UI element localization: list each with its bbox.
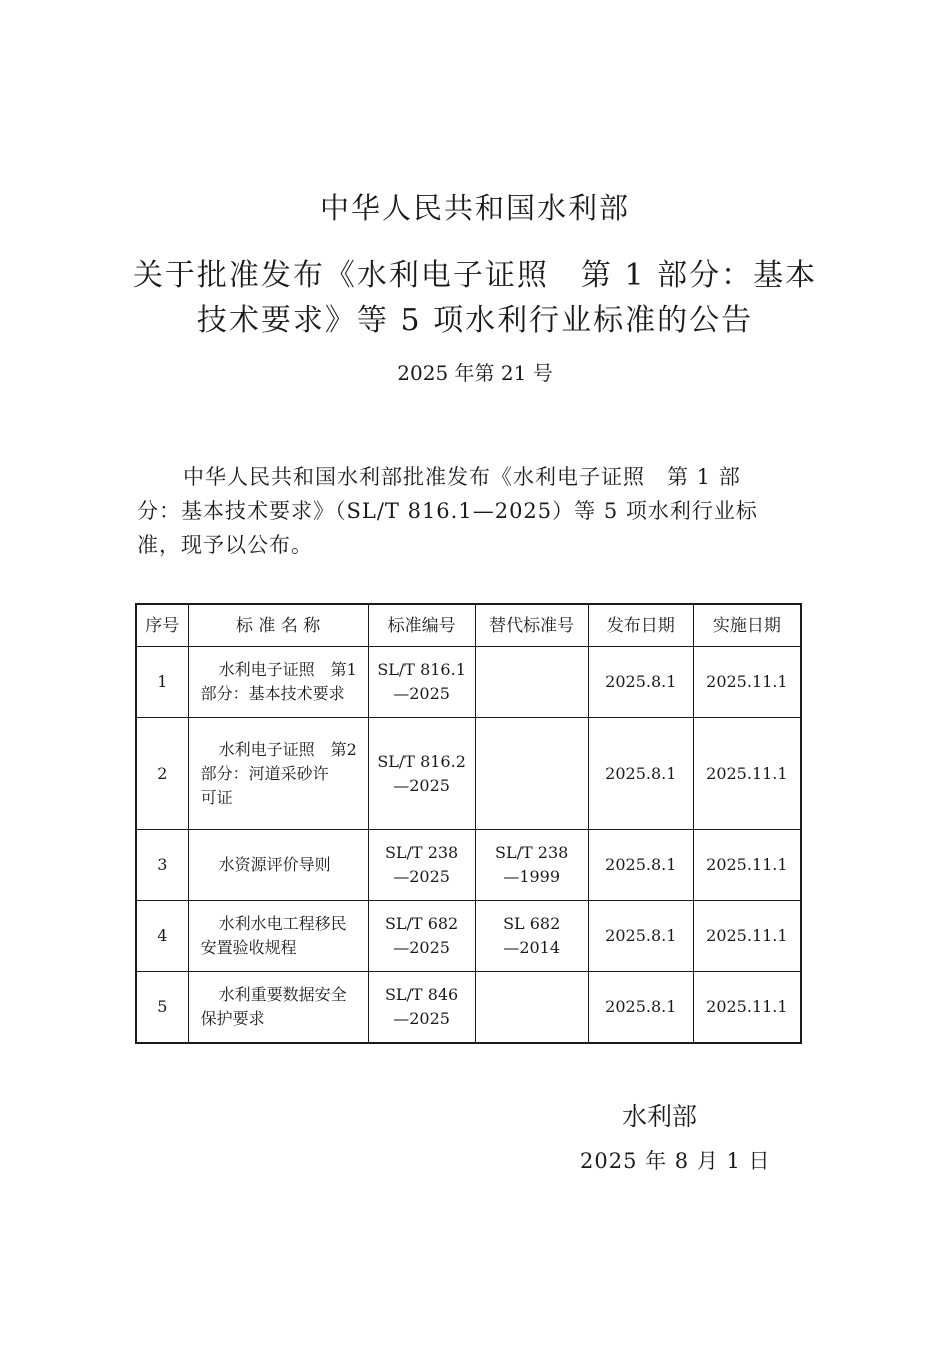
code-line: SL/T 816.2 — [377, 751, 466, 771]
row-seq: 2 — [136, 718, 188, 830]
name-line: 保护要求 — [200, 1008, 265, 1028]
replaced-line: —1999 — [503, 867, 561, 886]
name-line: 水利电子证照 第2 — [218, 739, 357, 759]
signatory: 水利部 — [622, 1102, 698, 1131]
row-replaced-code — [475, 647, 588, 718]
body-line-3: 准，现予以公布。 — [137, 533, 313, 557]
code-line: SL/T 682 — [384, 914, 459, 933]
table-row — [136, 901, 801, 972]
row-seq: 3 — [136, 830, 188, 901]
announcement-body — [137, 460, 807, 562]
standards-table — [135, 603, 802, 1044]
row-replaced-code — [475, 718, 588, 830]
table-row — [136, 718, 801, 830]
code-line: —2025 — [393, 684, 450, 703]
code-line: —2025 — [393, 775, 450, 795]
row-effective-date: 2025.11.1 — [693, 901, 801, 972]
row-replaced-code — [475, 972, 588, 1043]
table-row — [136, 830, 801, 901]
row-replaced-code — [475, 901, 588, 972]
row-publish-date: 2025.8.1 — [588, 647, 693, 718]
name-line: 水利电子证照 第1 — [218, 660, 357, 679]
name-line: 部分：基本技术要求 — [200, 684, 345, 703]
row-standard-code — [368, 830, 475, 901]
code-line: SL/T 238 — [384, 843, 459, 862]
replaced-line: SL 682 — [503, 914, 561, 933]
row-publish-date: 2025.8.1 — [588, 830, 693, 901]
row-standard-name — [188, 972, 368, 1043]
document-number: 2025 年第 21 号 — [397, 361, 553, 385]
header-name: 标 准 名 称 — [188, 604, 368, 647]
table-row — [136, 647, 801, 718]
body-line-1: 中华人民共和国水利部批准发布《水利电子证照 第 1 部 — [183, 465, 741, 489]
announcement-title-line-2: 技术要求》等 5 项水利行业标准的公告 — [196, 303, 754, 338]
replaced-line: —2014 — [503, 938, 561, 957]
name-line: 水利重要数据安全 — [218, 984, 347, 1004]
announcement-title-line-1: 关于批准发布《水利电子证照 第 1 部分：基本 — [132, 258, 818, 293]
table-row — [136, 972, 801, 1043]
row-standard-name — [188, 830, 368, 901]
header-code: 标准编号 — [368, 604, 475, 647]
signing-date: 2025 年 8 月 1 日 — [580, 1149, 771, 1173]
issuing-ministry: 中华人民共和国水利部 — [319, 191, 630, 225]
code-line: —2025 — [393, 867, 450, 886]
table-header-row — [136, 604, 801, 647]
code-line: —2025 — [393, 1008, 450, 1028]
row-publish-date: 2025.8.1 — [588, 901, 693, 972]
row-effective-date: 2025.11.1 — [693, 830, 801, 901]
row-standard-code — [368, 718, 475, 830]
row-seq: 5 — [136, 972, 188, 1043]
row-effective-date: 2025.11.1 — [693, 972, 801, 1043]
row-effective-date: 2025.11.1 — [693, 647, 801, 718]
row-standard-code — [368, 901, 475, 972]
code-line: —2025 — [393, 938, 450, 957]
row-publish-date: 2025.8.1 — [588, 718, 693, 830]
header-publish-date: 发布日期 — [588, 604, 693, 647]
row-publish-date: 2025.8.1 — [588, 972, 693, 1043]
body-line-2: 分：基本技术要求》（SL/T 816.1—2025）等 5 项水利行业标 — [137, 499, 758, 523]
row-seq: 1 — [136, 647, 188, 718]
name-line: 可证 — [200, 787, 233, 807]
row-standard-name — [188, 718, 368, 830]
row-standard-name — [188, 647, 368, 718]
row-seq: 4 — [136, 901, 188, 972]
header-effective-date: 实施日期 — [693, 604, 801, 647]
name-line: 部分：河道采砂许 — [200, 763, 329, 783]
header-seq: 序号 — [136, 604, 188, 647]
row-standard-code — [368, 972, 475, 1043]
row-standard-name — [188, 901, 368, 972]
code-line: SL/T 846 — [384, 984, 459, 1004]
code-line: SL/T 816.1 — [377, 660, 466, 679]
name-line: 水利水电工程移民 — [218, 914, 347, 933]
name-line: 水资源评价导则 — [218, 855, 331, 874]
header-replaced: 替代标准号 — [475, 604, 588, 647]
row-replaced-code — [475, 830, 588, 901]
name-line: 安置验收规程 — [200, 938, 297, 957]
row-effective-date: 2025.11.1 — [693, 718, 801, 830]
replaced-line: SL/T 238 — [495, 843, 569, 862]
row-standard-code — [368, 647, 475, 718]
